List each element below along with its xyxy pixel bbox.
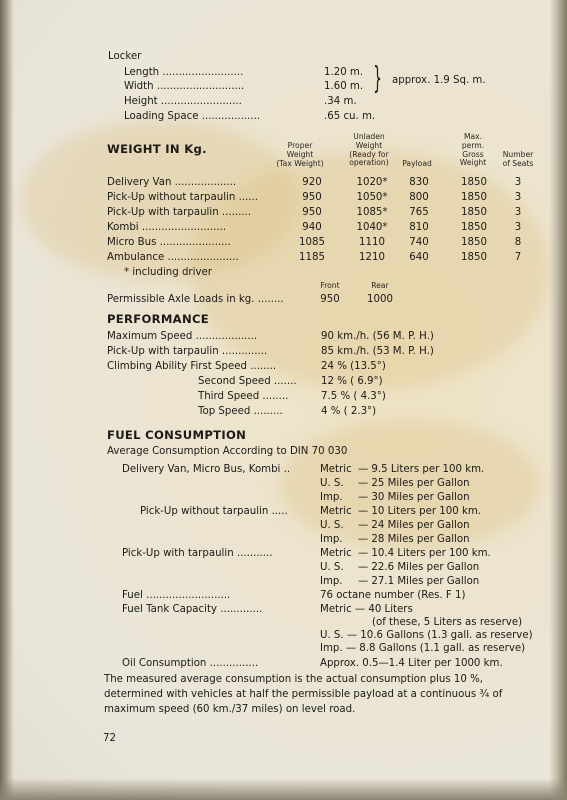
fuel-value: — 27.1 Miles per Gallon — [358, 576, 480, 587]
axle-front-value: 950 — [320, 294, 340, 305]
fuel-unit: Imp. — [320, 534, 343, 545]
locker-title: Locker — [108, 51, 142, 62]
perf-value: 4 % ( 2.3°) — [321, 406, 377, 417]
fuel-value: — 25 Miles per Gallon — [358, 478, 470, 489]
perf-label: Climbing Ability First Speed ........ — [107, 361, 277, 372]
row-label: Ambulance ...................... — [107, 252, 239, 263]
locker-loading-label: Loading Space .................. — [124, 111, 261, 122]
row-unladen: 1110 — [359, 237, 385, 248]
col-header-payload: Payload — [402, 159, 432, 168]
fuel-unit: U. S. — [320, 562, 344, 573]
fuel-title: FUEL CONSUMPTION — [107, 428, 247, 442]
fuel-octane-value: 76 octane number (Res. F 1) — [320, 590, 466, 601]
col-header-gross: Max. perm. Gross Weight — [459, 132, 487, 168]
row-label: Pick-Up with tarpaulin ......... — [107, 207, 252, 218]
fuel-tank-reserve: (of these, 5 Liters as reserve) — [372, 617, 523, 628]
row-unladen: 1020* — [356, 177, 388, 188]
fuel-value: — 9.5 Liters per 100 km. — [358, 464, 485, 475]
row-proper: 940 — [302, 222, 322, 233]
locker-loading-value: .65 cu. m. — [324, 111, 376, 122]
row-payload: 800 — [409, 192, 429, 203]
row-seats: 3 — [514, 222, 522, 233]
row-seats: 7 — [514, 252, 522, 263]
row-payload: 830 — [409, 177, 429, 188]
fuel-value: — 10.4 Liters per 100 km. — [358, 548, 491, 559]
perf-label: Third Speed ........ — [198, 391, 289, 402]
row-seats: 3 — [514, 207, 522, 218]
perf-value: 24 % (13.5°) — [321, 361, 386, 372]
row-label: Micro Bus ...................... — [107, 237, 231, 248]
fuel-value: — 28 Miles per Gallon — [358, 534, 470, 545]
row-payload: 640 — [409, 252, 429, 263]
row-gross: 1850 — [461, 207, 487, 218]
row-gross: 1850 — [461, 192, 487, 203]
locker-length-value: 1.20 m. — [324, 67, 364, 78]
row-gross: 1850 — [461, 177, 487, 188]
weight-footnote: * including driver — [124, 267, 212, 278]
axle-front-header: Front — [320, 281, 340, 290]
row-proper: 1085 — [299, 237, 325, 248]
oil-label: Oil Consumption ............... — [122, 658, 259, 669]
row-proper: 1185 — [299, 252, 325, 263]
perf-label: Pick-Up with tarpaulin .............. — [107, 346, 268, 357]
brace-icon: } — [373, 61, 382, 96]
locker-length-label: Length ......................... — [124, 67, 244, 78]
fuel-vehicle-label: Pick-Up without tarpaulin ..... — [140, 506, 288, 517]
perf-value: 7.5 % ( 4.3°) — [321, 391, 386, 402]
fuel-subtitle: Average Consumption According to DIN 70 030 — [107, 446, 348, 457]
locker-width-label: Width ........................... — [124, 81, 245, 92]
fuel-unit: U. S. — [320, 478, 344, 489]
perf-label: Maximum Speed ................... — [107, 331, 258, 342]
row-proper: 950 — [302, 207, 322, 218]
page-number: 72 — [103, 733, 116, 744]
fuel-tank-label: Fuel Tank Capacity ............. — [122, 604, 263, 615]
row-seats: 3 — [514, 192, 522, 203]
col-header-seats: Number of Seats — [502, 150, 534, 168]
row-unladen: 1050* — [356, 192, 388, 203]
row-gross: 1850 — [461, 237, 487, 248]
fuel-tank-imp: Imp. — 8.8 Gallons (1.1 gall. as reserve) — [320, 643, 526, 654]
oil-value: Approx. 0.5—1.4 Liter per 1000 km. — [320, 658, 503, 669]
fuel-unit: Imp. — [320, 576, 343, 587]
row-payload: 810 — [409, 222, 429, 233]
fuel-vehicle-label: Delivery Van, Micro Bus, Kombi .. — [122, 464, 291, 475]
axle-rear-header: Rear — [371, 281, 389, 290]
row-gross: 1850 — [461, 252, 487, 263]
row-proper: 950 — [302, 192, 322, 203]
fuel-paragraph-line: maximum speed (60 km./37 miles) on level road. — [104, 704, 356, 715]
row-unladen: 1085* — [356, 207, 388, 218]
row-label: Kombi .......................... — [107, 222, 227, 233]
col-header-unladen: Unladen Weight (Ready for operation) — [349, 132, 389, 168]
fuel-unit: Imp. — [320, 492, 343, 503]
row-label: Delivery Van ................... — [107, 177, 237, 188]
weight-title: WEIGHT IN Kg. — [107, 142, 207, 156]
perf-label: Top Speed ......... — [198, 406, 283, 417]
locker-height-label: Height ......................... — [124, 96, 242, 107]
row-gross: 1850 — [461, 222, 487, 233]
row-seats: 3 — [514, 177, 522, 188]
fuel-octane-label: Fuel .......................... — [122, 590, 231, 601]
fuel-unit: Metric — [320, 506, 352, 517]
row-payload: 765 — [409, 207, 429, 218]
row-proper: 920 — [302, 177, 322, 188]
fuel-unit: Metric — [320, 548, 352, 559]
performance-title: PERFORMANCE — [107, 312, 209, 326]
row-seats: 8 — [514, 237, 522, 248]
row-unladen: 1040* — [356, 222, 388, 233]
fuel-paragraph-line: determined with vehicles at half the permissible payload at a continuous ¾ of — [104, 689, 503, 700]
locker-height-value: .34 m. — [324, 96, 357, 107]
fuel-vehicle-label: Pick-Up with tarpaulin ........... — [122, 548, 273, 559]
fuel-unit: Metric — [320, 464, 352, 475]
locker-area-note: approx. 1.9 Sq. m. — [392, 75, 486, 86]
perf-label: Second Speed ....... — [198, 376, 297, 387]
fuel-value: — 22.6 Miles per Gallon — [358, 562, 480, 573]
fuel-unit: U. S. — [320, 520, 344, 531]
fuel-tank-value: Metric — 40 Liters — [320, 604, 413, 615]
axle-rear-value: 1000 — [367, 294, 393, 305]
perf-value: 90 km./h. (56 M. P. H.) — [321, 331, 434, 342]
perf-value: 85 km./h. (53 M. P. H.) — [321, 346, 434, 357]
fuel-paragraph-line: The measured average consumption is the actual consumption plus 10 %, — [104, 674, 484, 685]
row-label: Pick-Up without tarpaulin ...... — [107, 192, 259, 203]
fuel-tank-us: U. S. — 10.6 Gallons (1.3 gall. as reserve) — [320, 630, 533, 641]
locker-width-value: 1.60 m. — [324, 81, 364, 92]
perf-value: 12 % ( 6.9°) — [321, 376, 383, 387]
row-unladen: 1210 — [359, 252, 385, 263]
axle-label: Permissible Axle Loads in kg. ........ — [107, 294, 284, 305]
fuel-value: — 24 Miles per Gallon — [358, 520, 470, 531]
fuel-value: — 10 Liters per 100 km. — [358, 506, 482, 517]
fuel-value: — 30 Miles per Gallon — [358, 492, 470, 503]
row-payload: 740 — [409, 237, 429, 248]
col-header-proper: Proper Weight (Tax Weight) — [276, 141, 324, 168]
